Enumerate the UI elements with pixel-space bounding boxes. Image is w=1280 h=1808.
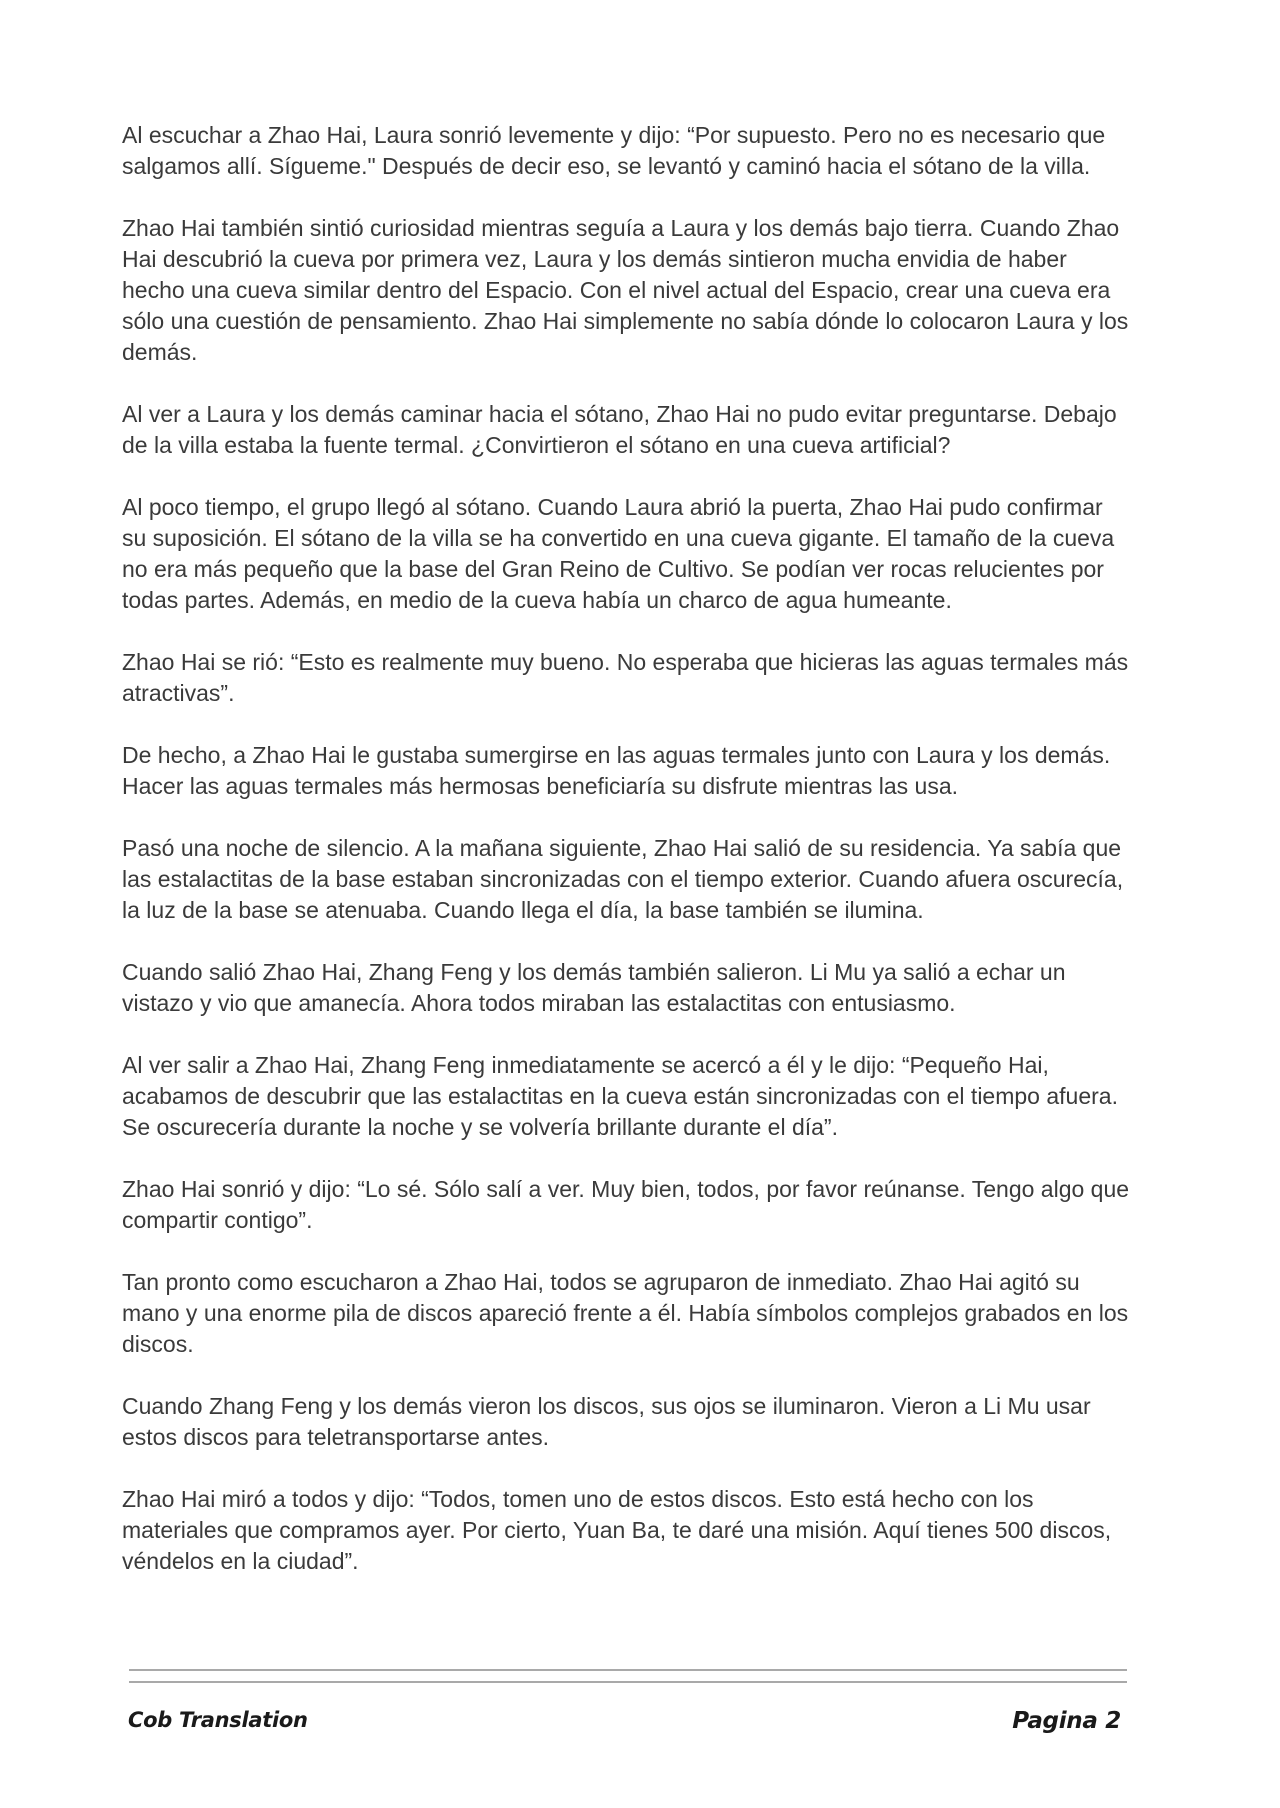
paragraph: Al escuchar a Zhao Hai, Laura sonrió levemente y dijo: “Por supuesto. Pero no es necesario que salgamos allí. Sígueme." Después de decir eso, se levantó y caminó hacia el sótano de la villa. (122, 122, 1106, 179)
footer-divider-bottom (129, 1681, 1127, 1683)
paragraph: Tan pronto como escucharon a Zhao Hai, todos se agruparon de inmediato. Zhao Hai agitó su mano y una enorme pila de discos apareció frente a él. Había símbolos complejos grabados en los discos. (122, 1269, 1129, 1357)
footer-translator-credit: Cob Translation (128, 1708, 308, 1732)
paragraph: Zhao Hai se rió: “Esto es realmente muy bueno. No esperaba que hicieras las aguas termales más atractivas”. (122, 649, 1129, 706)
paragraph: Pasó una noche de silencio. A la mañana siguiente, Zhao Hai salió de su residencia. Ya sabía que las estalactitas de la base estaban sincronizadas con el tiempo exterior. Cuando afuera oscurecía, la luz de la base se atenuaba. Cuando llega el día, la base también se ilumina. (122, 835, 1124, 923)
paragraph: Zhao Hai también sintió curiosidad mientras seguía a Laura y los demás bajo tierra. Cuando Zhao Hai descubrió la cueva por primera vez, Laura y los demás sintieron mucha envidia de haber hecho una cueva similar dentro del Espacio. Con el nivel actual del Espacio, crear una cueva era sólo una cuestión de pensamiento. Zhao Hai simplemente no sabía dónde lo colocaron Laura y los demás. (122, 215, 1129, 365)
paragraph: Zhao Hai sonrió y dijo: “Lo sé. Sólo salí a ver. Muy bien, todos, por favor reúnanse. Tengo algo que compartir contigo”. (122, 1176, 1130, 1233)
paragraph: Cuando salió Zhao Hai, Zhang Feng y los demás también salieron. Li Mu ya salió a echar un vistazo y vio que amanecía. Ahora todos miraban las estalactitas con entusiasmo. (122, 959, 1066, 1016)
paragraph: Al ver salir a Zhao Hai, Zhang Feng inmediatamente se acercó a él y le dijo: “Pequeño Hai, acabamos de descubrir que las estalactitas en la cueva están sincronizadas con el tiempo afuera. Se oscurecería durante la noche y se volvería brillante durante el día”. (122, 1052, 1118, 1140)
paragraph: Al ver a Laura y los demás caminar hacia el sótano, Zhao Hai no pudo evitar preguntarse. Debajo de la villa estaba la fuente termal. ¿Convirtieron el sótano en una cueva artificial? (122, 401, 1117, 458)
paragraph: Zhao Hai miró a todos y dijo: “Todos, tomen uno de estos discos. Esto está hecho con los materiales que compramos ayer. Por cierto, Yuan Ba, te daré una misión. Aquí tienes 500 discos, véndelos en la ciudad”. (122, 1486, 1112, 1574)
footer-divider-top (129, 1669, 1127, 1671)
footer-page-number: Pagina 2 (1012, 1708, 1121, 1734)
paragraph: De hecho, a Zhao Hai le gustaba sumergirse en las aguas termales junto con Laura y los demás. Hacer las aguas termales más hermosas beneficiaría su disfrute mientras las usa. (122, 742, 1111, 799)
page-body (122, 120, 1132, 1608)
paragraph: Cuando Zhang Feng y los demás vieron los discos, sus ojos se iluminaron. Vieron a Li Mu usar estos discos para teletransportarse antes. (122, 1393, 1091, 1450)
paragraph: Al poco tiempo, el grupo llegó al sótano. Cuando Laura abrió la puerta, Zhao Hai pudo confirmar su suposición. El sótano de la villa se ha convertido en una cueva gigante. El tamaño de la cueva no era más pequeño que la base del Gran Reino de Cultivo. Se podían ver rocas relucientes por todas partes. Además, en medio de la cueva había un charco de agua humeante. (122, 494, 1115, 613)
